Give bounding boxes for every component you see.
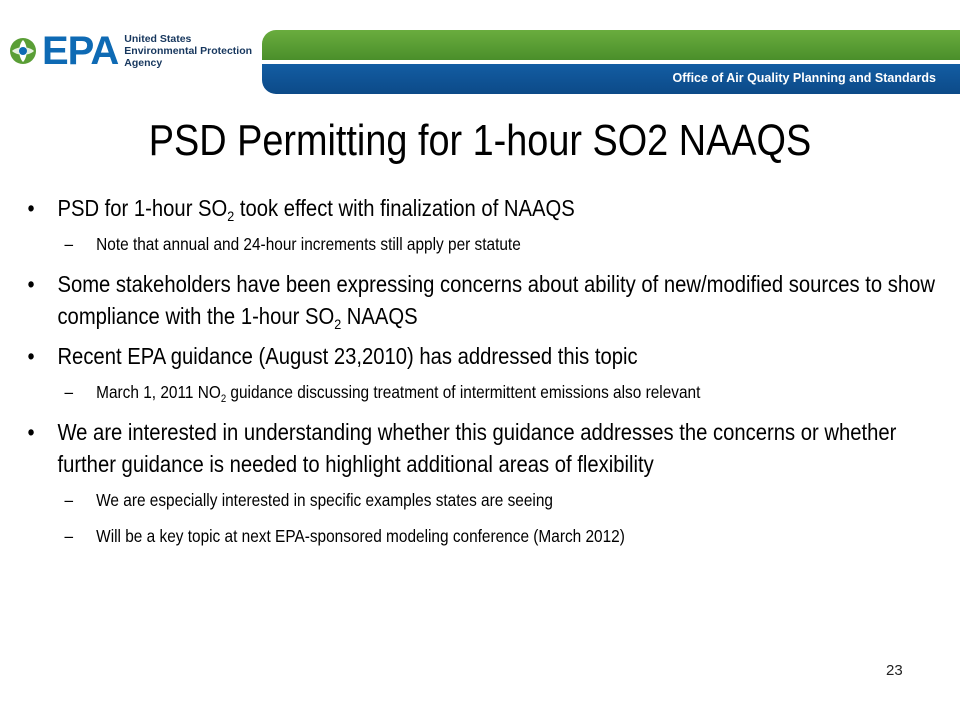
bullet-3-text: Recent EPA guidance (August 23,2010) has addressed this topic	[57, 343, 638, 369]
bullet-3-sub-1-text-end: guidance discussing treatment of intermittent emissions also relevant	[226, 382, 701, 402]
bullet-4-sub-2-text: Will be a key topic at next EPA-sponsored modeling conference (March 2012)	[96, 526, 625, 546]
bullet-2	[24, 268, 946, 332]
dash-icon: –	[64, 382, 74, 402]
page-number: 23	[886, 662, 903, 679]
bullet-3-sub-1	[24, 380, 941, 404]
bullet-dot-icon: •	[27, 271, 35, 297]
bullet-dot-icon: •	[27, 343, 35, 369]
bullet-3-sub-1-text: March 1, 2011 NO	[96, 382, 221, 402]
bullet-1	[24, 192, 946, 224]
bullet-1-subscript: 2	[227, 208, 235, 225]
bullet-4-sub-1-text: We are especially interested in specific examples states are seeing	[96, 490, 553, 510]
slide-title: PSD Permitting for 1-hour SO2 NAAQS	[148, 116, 812, 165]
bullet-2-text-end: NAAQS	[341, 303, 418, 329]
agency-name	[124, 33, 252, 69]
bullet-1-sub-1-text: Note that annual and 24-hour increments still apply per statute	[96, 234, 521, 254]
bullet-2-subscript: 2	[334, 316, 342, 333]
bullet-4-sub-1	[24, 488, 941, 512]
dash-icon: –	[64, 234, 74, 254]
bullet-4	[24, 416, 946, 480]
epa-logo	[8, 28, 252, 74]
bullet-3	[24, 340, 946, 372]
bullet-4-sub-2	[24, 524, 941, 548]
agency-line-3: Agency	[124, 57, 163, 69]
bullet-1-text-end: took effect with finalization of NAAQS	[234, 195, 575, 221]
bullet-3-sub-1-subscript: 2	[220, 392, 227, 405]
slide-body	[24, 192, 936, 560]
bullet-2-text: Some stakeholders have been expressing concerns about ability of new/modified sources to show compliance with the 1-hour SO	[57, 271, 936, 329]
epa-flower-icon	[8, 36, 38, 66]
bullet-1-text: PSD for 1-hour SO	[57, 195, 228, 221]
slide-header	[0, 0, 960, 100]
bullet-1-sub-1	[24, 232, 941, 256]
bullet-4-text: We are interested in understanding whether this guidance addresses the concerns or whether further guidance is needed to highlight additional areas of flexibility	[57, 419, 897, 477]
agency-line-1: United States	[124, 33, 192, 45]
office-name: Office of Air Quality Planning and Standards	[672, 71, 936, 85]
bullet-dot-icon: •	[27, 195, 35, 221]
agency-line-2: Environmental Protection	[124, 45, 253, 57]
header-green-bar	[262, 30, 960, 60]
epa-wordmark: EPA	[42, 29, 119, 73]
dash-icon: –	[64, 526, 74, 546]
bullet-dot-icon: •	[27, 419, 35, 445]
dash-icon: –	[64, 490, 74, 510]
